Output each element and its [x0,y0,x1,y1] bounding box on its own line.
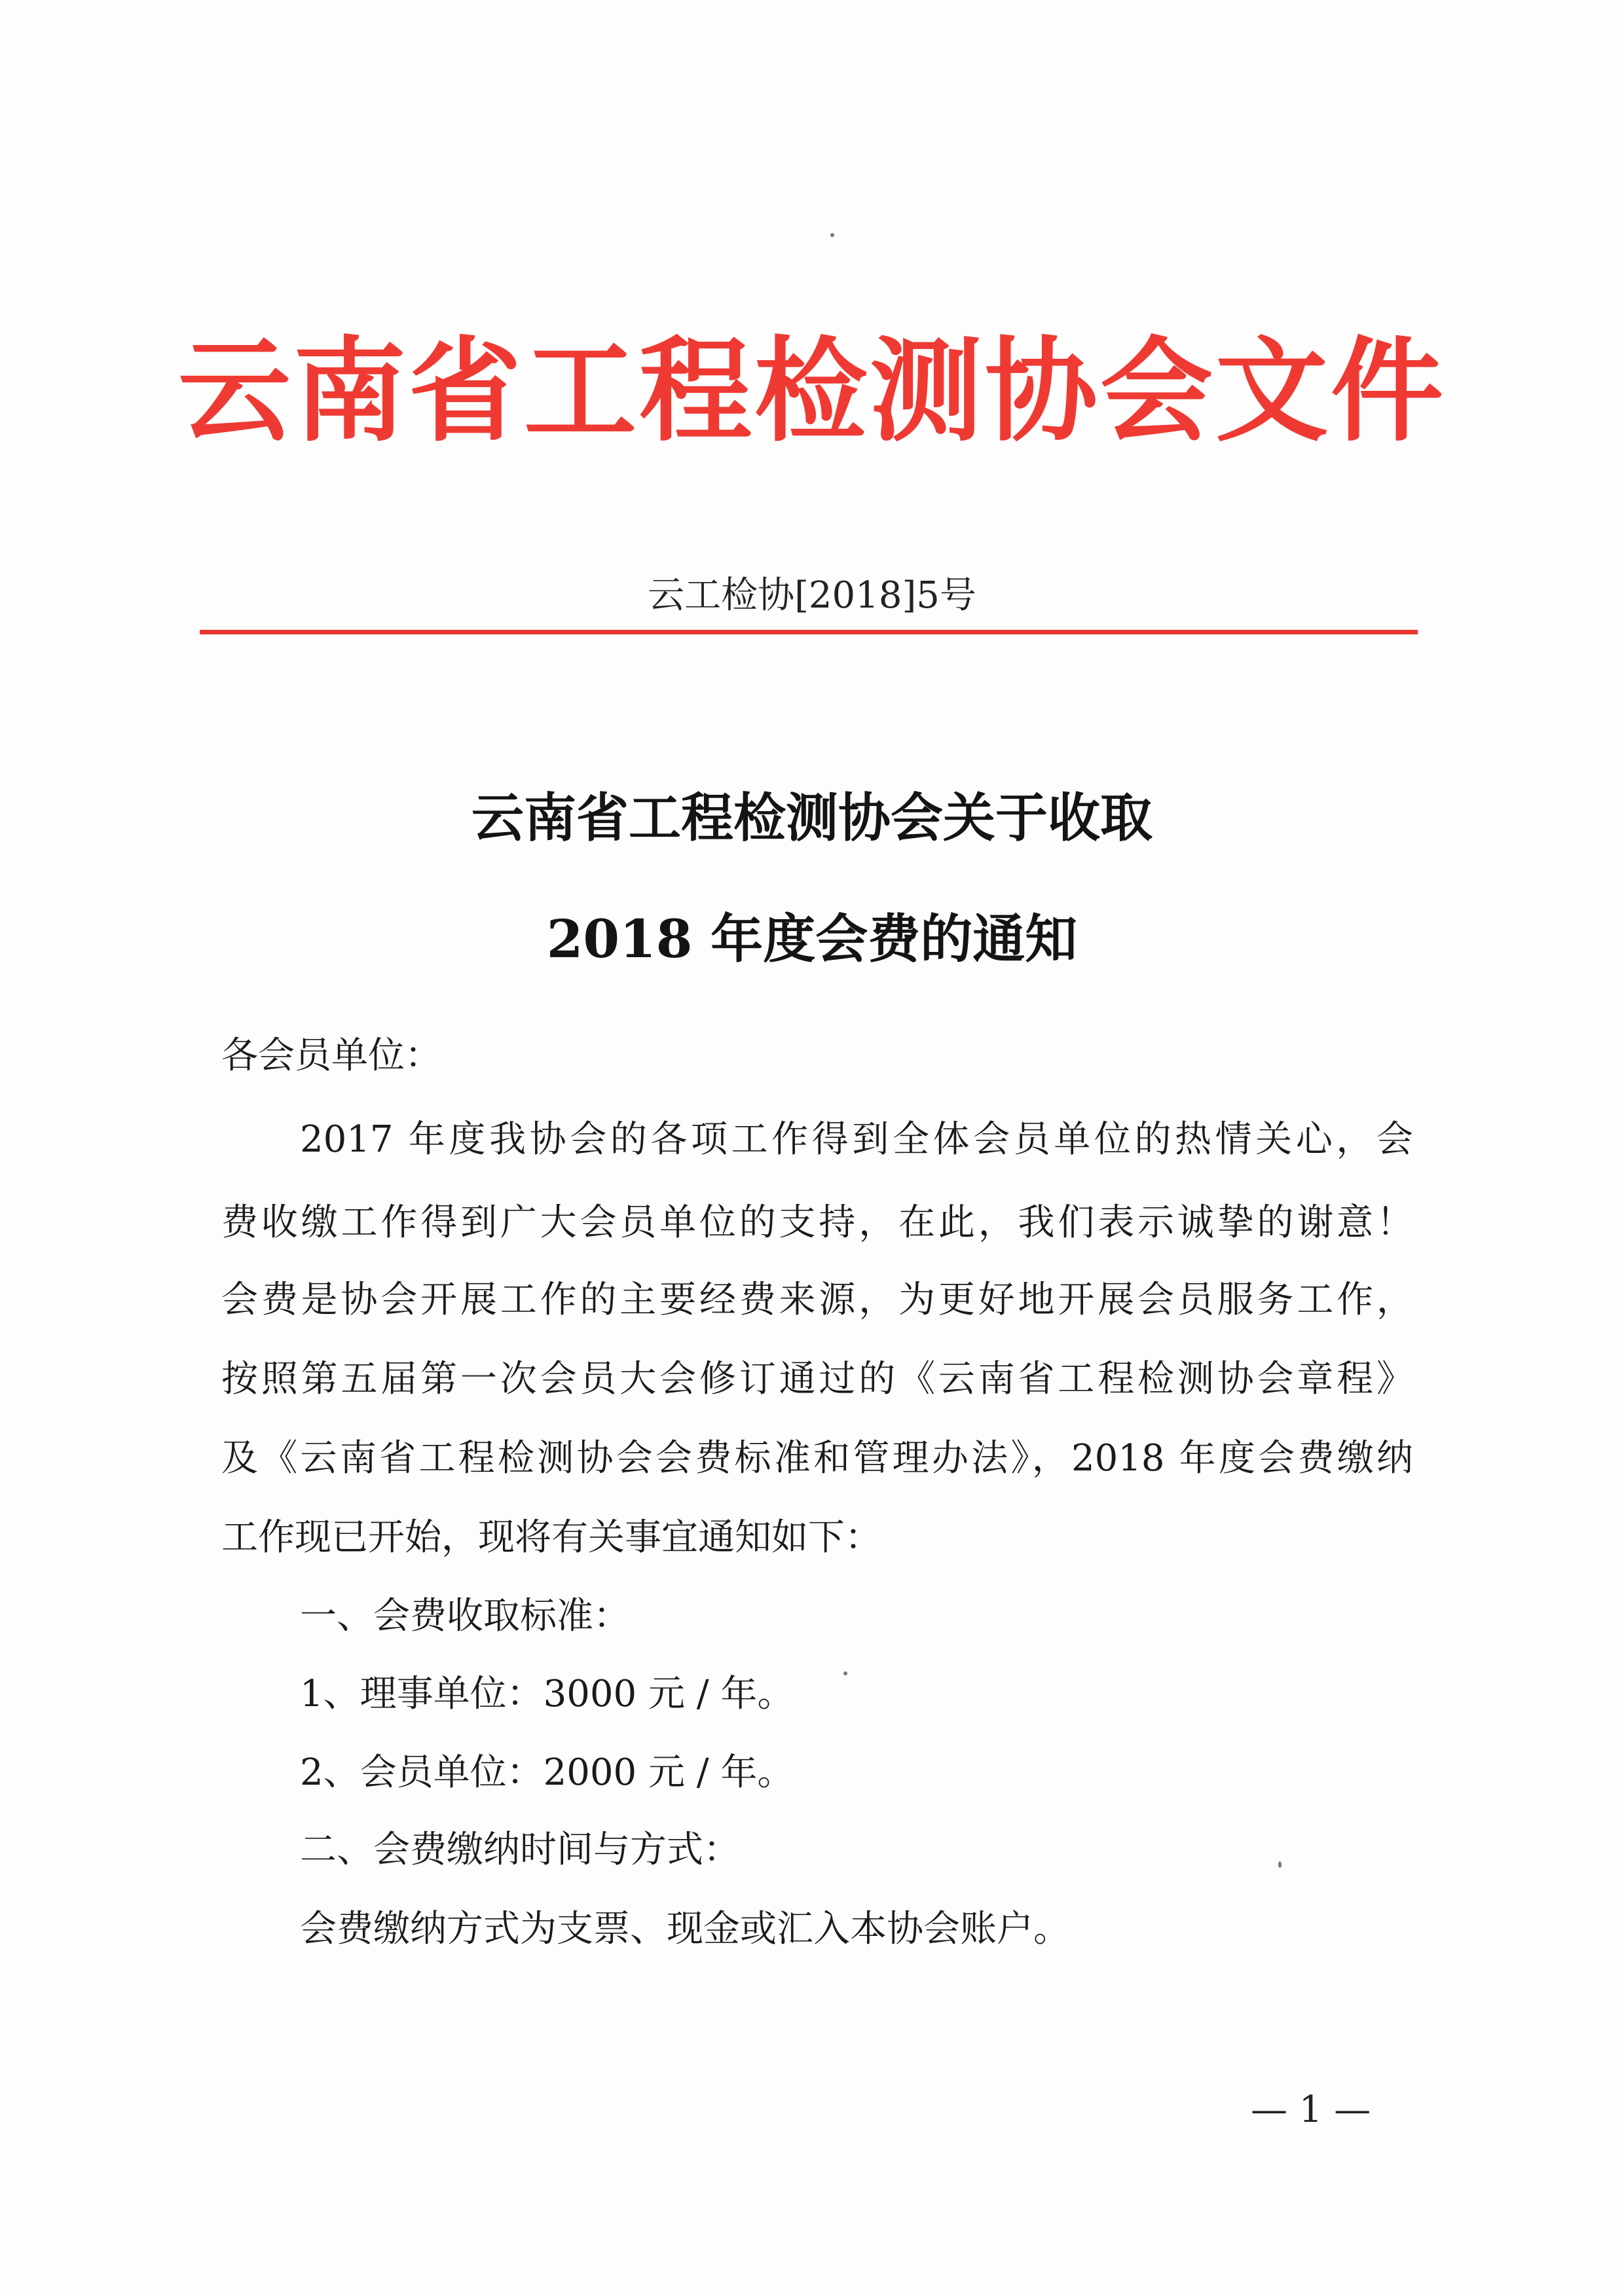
payment-method-text: 会费缴纳方式为支票、现金或汇入本协会账户。 [300,1908,1070,1950]
scan-speck [1278,1861,1282,1868]
body-paragraph-line: 费收缴工作得到广大会员单位的支持，在此，我们表示诚挚的谢意！ [221,1201,1413,1244]
body-paragraph-line: 工作现已开始，现将有关事宜通知如下： [221,1516,881,1559]
body-paragraph-line: 按照第五届第一次会员大会修订通过的《云南省工程检测协会章程》 [221,1358,1413,1400]
fee-item-council-member: 1、理事单位：3000 元 / 年。 [300,1673,794,1715]
scan-speck [830,233,834,237]
body-paragraph-line: 及《云南省工程检测协会会费标准和管理办法》，2018 年度会费缴纳 [221,1437,1413,1480]
page-number: — 1 — [1251,2088,1371,2131]
body-paragraph-line: 会费是协会开展工作的主要经费来源，为更好地开展会员服务工作， [221,1279,1413,1321]
notice-title-line-1: 云南省工程检测协会关于收取 [471,787,1153,848]
notice-title-line-2: 2018 年度会费的通知 [546,908,1078,970]
scan-speck [843,1671,847,1675]
fee-item-member: 2、会员单位：2000 元 / 年。 [300,1751,794,1794]
body-paragraph-line: 2017 年度我协会的各项工作得到全体会员单位的热情关心，会 [300,1118,1413,1161]
section-heading-payment: 二、会费缴纳时间与方式： [300,1829,740,1871]
header-divider-rule [200,630,1418,634]
document-number: 云工检协[2018]5号 [648,574,976,617]
document-header-title: 云南省工程检测协会文件 [178,325,1446,457]
salutation: 各会员单位： [221,1034,441,1077]
section-heading-fee-standard: 一、会费收取标准： [300,1595,630,1637]
